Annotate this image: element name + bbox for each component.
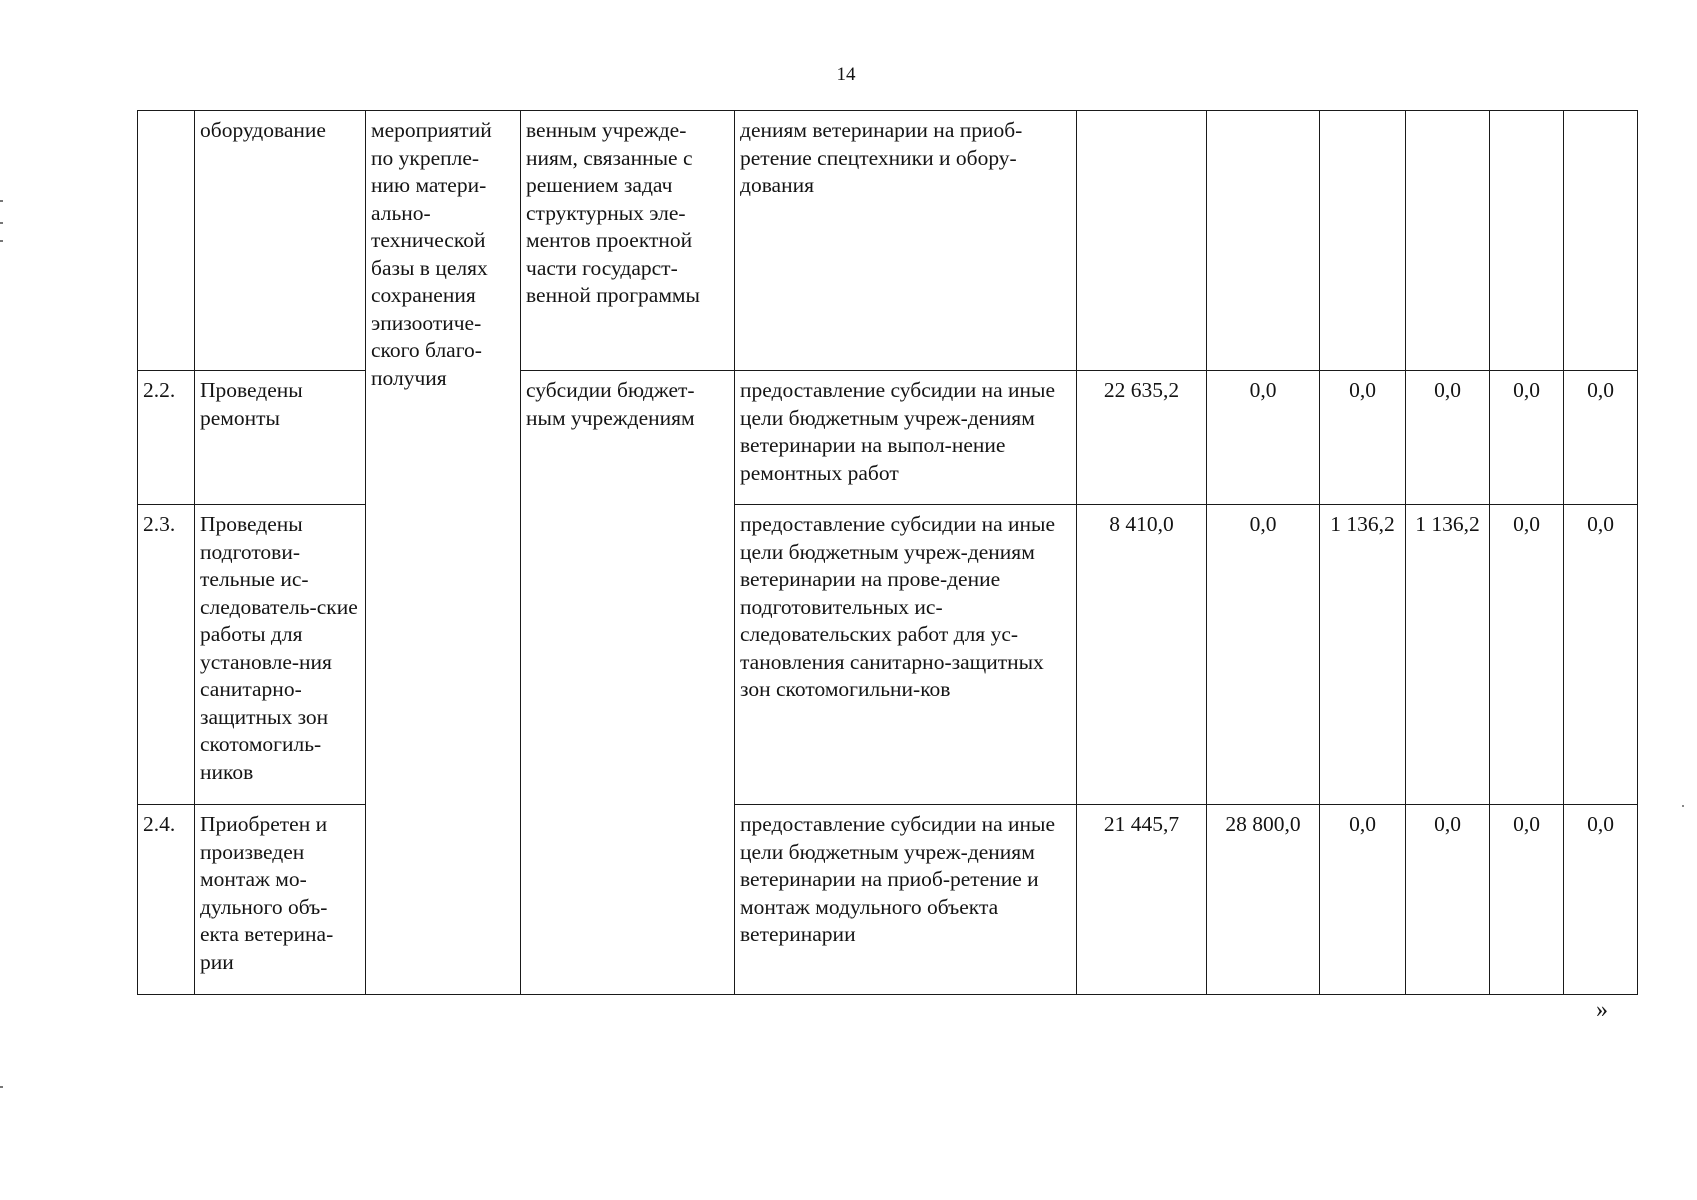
- row-index-cell: 2.2.: [138, 371, 195, 505]
- result-cell: Приобретен и произведен монтаж мо-дульного объ-екта ветерина-рии: [195, 805, 366, 995]
- value-cell: 0,0: [1406, 371, 1490, 505]
- value-cell: [1406, 111, 1490, 371]
- page-number: 14: [836, 64, 856, 85]
- direction-cell: предоставление субсидии на иные цели бюджетным учреж-дениям ветеринарии на выпол-нение ремонтных работ: [735, 371, 1077, 505]
- program-table: [137, 110, 1638, 995]
- scan-mark: [0, 240, 3, 242]
- value-cell: [1564, 111, 1638, 371]
- row-index-cell: 2.4.: [138, 805, 195, 995]
- result-cell: оборудование: [195, 111, 366, 371]
- expense-type-cell: субсидии бюджет-ным учреждениям: [521, 371, 735, 995]
- direction-cell: дениям ветеринарии на приоб-ретение спецтехники и обору-дования: [735, 111, 1077, 371]
- value-cell: 1 136,2: [1320, 505, 1406, 805]
- scan-mark: [0, 1086, 3, 1088]
- table-row: [138, 805, 1638, 995]
- closing-quote: »: [1596, 997, 1608, 1023]
- value-cell: [1207, 111, 1320, 371]
- value-cell: [1320, 111, 1406, 371]
- value-cell: 0,0: [1564, 805, 1638, 995]
- value-cell: 0,0: [1207, 371, 1320, 505]
- value-cell: 0,0: [1320, 371, 1406, 505]
- measure-cell: мероприятий по укрепле-нию матери-ально-технической базы в целях сохранения эпизоотиче-ского благо-получия: [366, 111, 521, 995]
- direction-cell: предоставление субсидии на иные цели бюджетным учреж-дениям ветеринарии на приоб-ретение и монтаж модульного объекта ветеринарии: [735, 805, 1077, 995]
- row-index-cell: [138, 111, 195, 371]
- value-cell: [1077, 111, 1207, 371]
- value-cell: 0,0: [1490, 505, 1564, 805]
- value-cell: 0,0: [1490, 371, 1564, 505]
- table-row: [138, 371, 1638, 505]
- result-cell: Проведены подготови-тельные ис-следователь-ские работы для установле-ния санитарно-защитных зон скотомогиль-ников: [195, 505, 366, 805]
- scan-mark: [0, 222, 3, 224]
- table-row: [138, 505, 1638, 805]
- value-cell: 0,0: [1564, 505, 1638, 805]
- value-cell: 0,0: [1490, 805, 1564, 995]
- value-cell: 0,0: [1207, 505, 1320, 805]
- value-cell: [1490, 111, 1564, 371]
- scan-dot: [1682, 805, 1684, 807]
- row-index-cell: 2.3.: [138, 505, 195, 805]
- value-cell: 22 635,2: [1077, 371, 1207, 505]
- table-row: [138, 111, 1638, 371]
- direction-cell: предоставление субсидии на иные цели бюджетным учреж-дениям ветеринарии на прове-дение подготовительных ис-следовательских работ для ус-тановления санитарно-защитных зон скотомогильни-ков: [735, 505, 1077, 805]
- value-cell: 28 800,0: [1207, 805, 1320, 995]
- expense-type-cell: венным учрежде-ниям, связанные с решением задач структурных эле-ментов проектной части государст-венной программы: [521, 111, 735, 371]
- value-cell: 21 445,7: [1077, 805, 1207, 995]
- scan-mark: [0, 200, 3, 202]
- value-cell: 1 136,2: [1406, 505, 1490, 805]
- value-cell: 8 410,0: [1077, 505, 1207, 805]
- result-cell: Проведены ремонты: [195, 371, 366, 505]
- value-cell: 0,0: [1320, 805, 1406, 995]
- value-cell: 0,0: [1406, 805, 1490, 995]
- value-cell: 0,0: [1564, 371, 1638, 505]
